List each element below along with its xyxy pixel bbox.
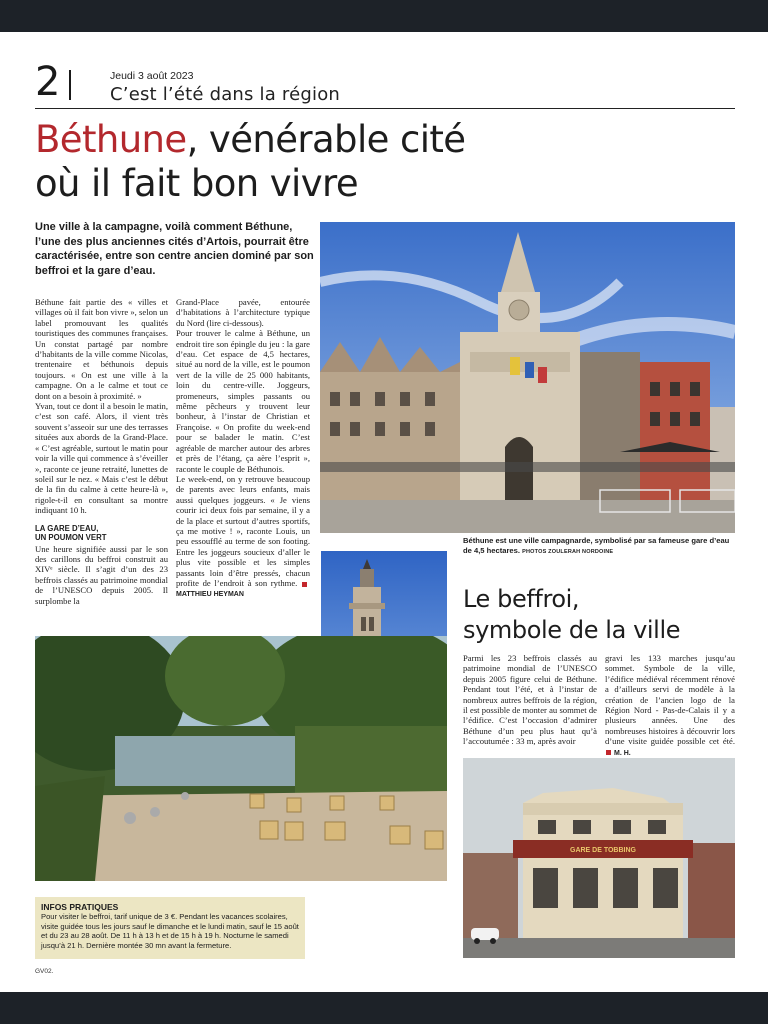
photo-grand-place <box>320 222 735 533</box>
practical-info-title: INFOS PRATIQUES <box>41 902 119 912</box>
end-mark-icon <box>302 582 307 587</box>
sidebar-headline <box>463 584 735 646</box>
paragraph <box>605 653 735 759</box>
paragraph: Pour trouver le calme à Béthune, un endroit tire son épingle du jeu : la gare d’eau. Cet espace de 4,5 hectares, situé au nord de la ville, est le poumon vert de la ville de 25 000 habitants, loin du centre-ville. Joggeurs, promeneurs, simples passants ou même pêcheurs y trouvent leur bonheur, à l’instar de Christian et Françoise. « On profite du week-end pour se balader le matin. C’est agréable de marcher autour des arbres et près de l’étang, ça aère l’esprit », raconte le couple de Béthunois. <box>176 328 310 474</box>
page-code: GV02. <box>35 968 54 975</box>
article-column-2 <box>176 297 310 601</box>
viewer-bottom-bar <box>0 992 768 1024</box>
caption-text: Béthune est une ville campagnarde, symbolisé par sa fameuse gare d’eau de 4,5 hectares. <box>463 536 730 555</box>
section-title: C’est l’été dans la région <box>110 84 341 105</box>
paragraph: Yvan, tout ce dont il a besoin le matin, c’est son café. Alors, il vient très souvent s’asseoir sur une des terrasses situées aux abords de la Grand-Place. « C’est agréable, surtout le matin pour voir la ville qui commence à s’éveiller », raconte ce jeune retraité, lunettes de soleil sur le nez. « Mais c’est le début de la fin du calme à cette heure-là », rigole-t-il en consultant sa montre indiquant 10 h. <box>35 401 168 516</box>
headline-part1: , vénérable cité <box>186 118 466 161</box>
paragraph: Parmi les 23 beffrois classés au patrimoine mondial de l’UNESCO depuis 2005 figure celui de Béthune. Pendant tout l’été, et à l’instar de nombreux autres beffrois de la région, il est possible de monter au sommet de l’édifice. C’est l’occasion d’admirer Béthune d’un peu plus haut qu’à l’accoutumée : 33 m, après avoir <box>463 653 597 747</box>
paragraph: Béthune fait partie des « villes et villages où il fait bon vivre », selon un label promouvant les qualités touristiques des communes françaises. Un constat partagé par nombre d’habitants de la ville comme Nicolas, trentenaire et béthunois depuis toujours. « On est une ville à la campagne. On a le calme et tout ce dont on a besoin à proximité. » <box>35 297 168 401</box>
sidebar-column-1 <box>463 653 597 747</box>
author-signature: MATTHIEU HEYMAN <box>176 591 244 599</box>
article-lead: Une ville à la campagne, voilà comment Béthune, l’une des plus anciennes cités d’Artois, pourrait être caractérisée, entre son centre ancien dominé par son beffroi et la gare d’eau. <box>35 221 314 277</box>
page-number-divider <box>69 70 71 100</box>
practical-info-box <box>35 897 305 959</box>
practical-info-text: Pour visiter le beffroi, tarif unique de 3 €. Pendant les vacances scolaires, visite guidée tous les jours sauf le dimanche et le lundi matin, sauf le 15 août et du 23 au 28 août. De 11 h à 13 h et de 15 h à 19 h. Nocturne le samedi jusqu’à 21 h. Dernière montée 30 mn avant la fermeture. <box>41 912 299 950</box>
store-sign: GARE DE TOBBING <box>570 847 636 854</box>
paragraph: Grand-Place pavée, entourée d’habitations à l’architecture typique du Nord (lire ci-dessous). <box>176 297 310 328</box>
intertitle-line2: UN POUMON VERT <box>35 532 107 542</box>
sidebar-column-2 <box>605 653 735 759</box>
photo-building <box>463 758 735 958</box>
page-number: 2 <box>35 59 61 105</box>
intertitle-line1: LA GARE D’EAU, <box>35 523 99 533</box>
header-rule <box>35 108 735 109</box>
sidebar-headline-line2: symbole de la ville <box>463 616 681 644</box>
headline-part2: où il fait bon vivre <box>35 162 358 205</box>
paragraph <box>176 474 310 601</box>
paragraph-text: gravi les 133 marches jusqu’au sommet. Symbole de la ville, l’édifice médiéval récemment rénové a d’ailleurs servi de modèle à la création de l’ancien logo de la Région Nord - Pas-de-Calais il y a plusieurs années. Une des nombreuses histoires à découvrir lors d’une visite guidée possible cet été. <box>605 653 735 747</box>
article-column-1 <box>35 297 168 606</box>
paragraph-text: Le week-end, on y retrouve beaucoup de parents avec leurs enfants, mais aussi quelques joggeurs. « Je viens courir ici deux fois par semaine, il y a de la place et surtout d’autres sportifs, ça me motive ! », raconte Louis, un peu essoufflé au terme de son footing. Entre les joggeurs soucieux d’aller le plus vite possible et les simples passants loin d’être pressés, chacun profite de l’endroit à son rythme. <box>176 473 310 588</box>
sidebar-headline-line1: Le beffroi, <box>463 585 580 613</box>
headline-city: Béthune <box>35 118 187 161</box>
viewer-top-bar <box>0 0 768 32</box>
photo-gare-d-eau <box>35 636 447 881</box>
issue-date: Jeudi 3 août 2023 <box>110 70 194 82</box>
newspaper-page <box>0 32 768 992</box>
paragraph: Une heure signifiée aussi par le son des carillons du beffroi construit au XIVᵉ siècle. Il s’agit d’un des 23 beffrois classés au patrimoine mondial de l’UNESCO depuis 2005. Il surplombe la <box>35 543 168 606</box>
photo-caption <box>463 536 735 557</box>
end-mark-icon <box>606 750 611 755</box>
photo-credit: PHOTOS ZOULERAH NORDOINE <box>522 548 614 555</box>
intertitle <box>35 524 168 542</box>
sidebar-signature: M. H. <box>614 749 631 757</box>
article-headline <box>35 118 735 206</box>
